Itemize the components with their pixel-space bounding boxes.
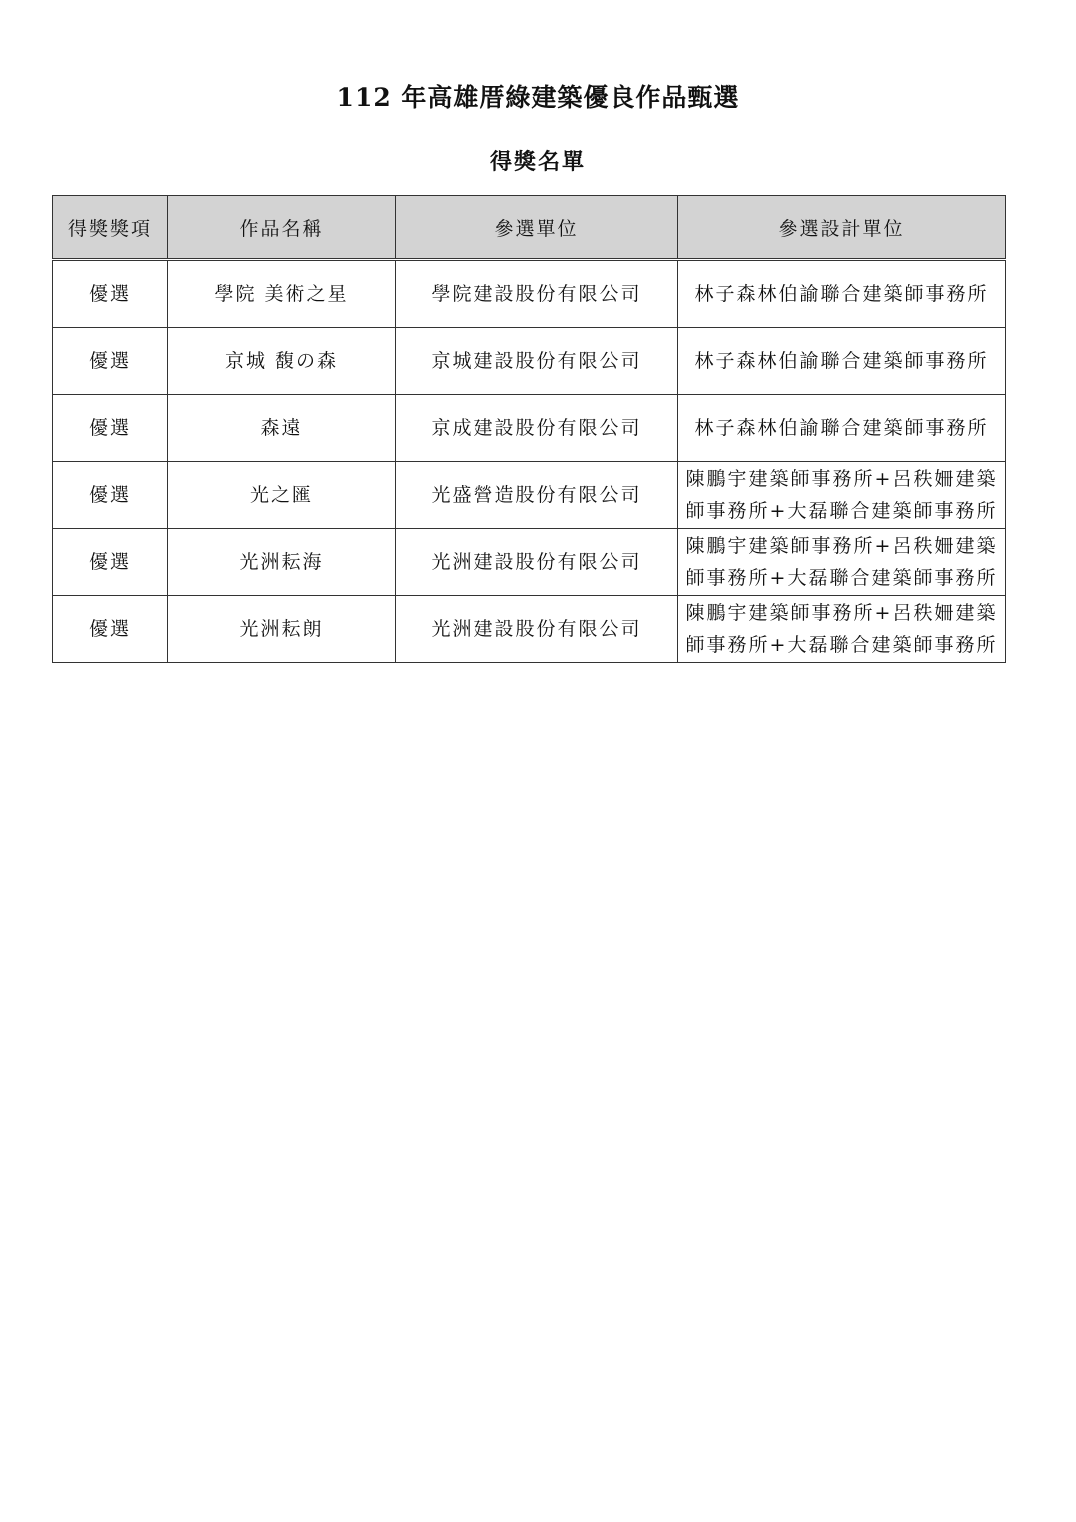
cell-entrant: 京城建設股份有限公司 bbox=[396, 328, 678, 395]
cell-award: 優選 bbox=[53, 462, 168, 529]
header-work: 作品名稱 bbox=[168, 196, 396, 260]
cell-work: 學院 美術之星 bbox=[168, 260, 396, 328]
cell-entrant: 光洲建設股份有限公司 bbox=[396, 529, 678, 596]
cell-work: 京城 馥の森 bbox=[168, 328, 396, 395]
cell-work: 光洲耘朗 bbox=[168, 596, 396, 663]
document-title: 112 年高雄厝綠建築優良作品甄選 bbox=[336, 83, 740, 112]
table-header-row bbox=[53, 196, 1006, 260]
cell-entrant: 光洲建設股份有限公司 bbox=[396, 596, 678, 663]
document-subtitle: 得獎名單 bbox=[489, 149, 586, 175]
table-row bbox=[53, 596, 1006, 663]
table-row bbox=[53, 529, 1006, 596]
cell-work: 光之匯 bbox=[168, 462, 396, 529]
cell-designer: 林子森林伯諭聯合建築師事務所 bbox=[678, 328, 1006, 395]
table-row bbox=[53, 395, 1006, 462]
header-entrant: 參選單位 bbox=[396, 196, 678, 260]
cell-entrant: 京成建設股份有限公司 bbox=[396, 395, 678, 462]
cell-designer: 陳鵬宇建築師事務所+呂秩姍建築師事務所+大磊聯合建築師事務所 bbox=[678, 462, 1006, 529]
cell-award: 優選 bbox=[53, 328, 168, 395]
cell-entrant: 學院建設股份有限公司 bbox=[396, 260, 678, 328]
cell-award: 優選 bbox=[53, 596, 168, 663]
awards-table bbox=[52, 195, 1006, 663]
cell-entrant: 光盛營造股份有限公司 bbox=[396, 462, 678, 529]
cell-award: 優選 bbox=[53, 529, 168, 596]
header-award: 得獎獎項 bbox=[53, 196, 168, 260]
cell-award: 優選 bbox=[53, 260, 168, 328]
cell-designer: 陳鵬宇建築師事務所+呂秩姍建築師事務所+大磊聯合建築師事務所 bbox=[678, 529, 1006, 596]
table-row bbox=[53, 328, 1006, 395]
cell-work: 光洲耘海 bbox=[168, 529, 396, 596]
cell-designer: 林子森林伯諭聯合建築師事務所 bbox=[678, 395, 1006, 462]
cell-award: 優選 bbox=[53, 395, 168, 462]
header-designer: 參選設計單位 bbox=[678, 196, 1006, 260]
cell-designer: 林子森林伯諭聯合建築師事務所 bbox=[678, 260, 1006, 328]
table-row bbox=[53, 462, 1006, 529]
cell-designer: 陳鵬宇建築師事務所+呂秩姍建築師事務所+大磊聯合建築師事務所 bbox=[678, 596, 1006, 663]
table-row bbox=[53, 260, 1006, 328]
cell-work: 森遠 bbox=[168, 395, 396, 462]
